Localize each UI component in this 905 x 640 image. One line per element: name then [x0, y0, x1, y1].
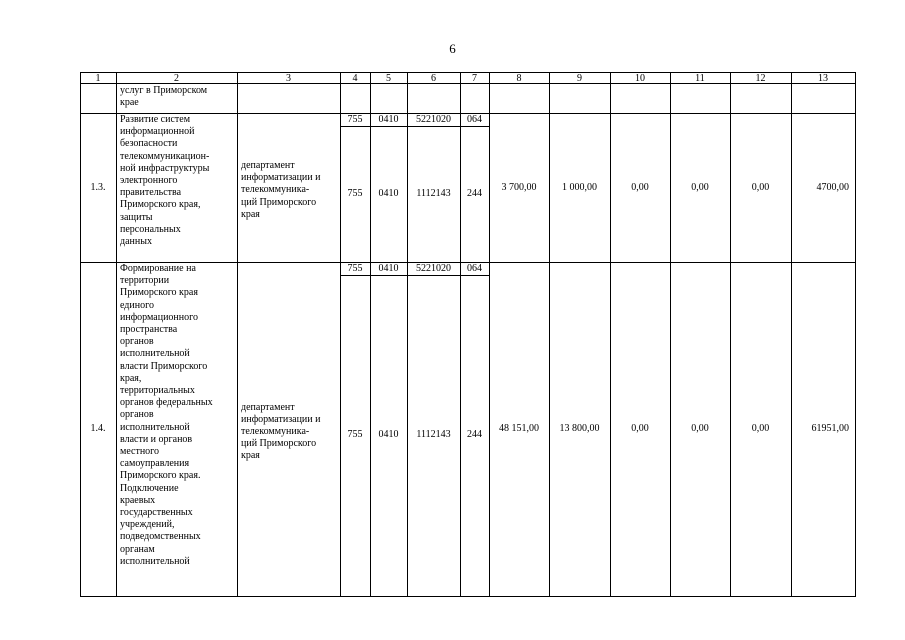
row-name-line: безопасности [120, 138, 178, 150]
code-cell: 244 [467, 187, 482, 199]
code-top-cell: 755 [347, 113, 363, 125]
code-top-cell: 064 [467, 262, 482, 274]
value-col-11: 0,00 [691, 423, 709, 434]
column-header-3: 3 [286, 72, 291, 84]
column-header-10: 10 [635, 72, 645, 84]
row-executor-line: ций Приморского [241, 196, 317, 208]
column-header-1: 1 [95, 72, 101, 84]
column-border [116, 72, 117, 597]
row-name-line: местного [120, 446, 160, 457]
row-name-line: власти и органов [120, 433, 193, 445]
row-name-line: Формирование на [120, 263, 196, 274]
row-name-line: исполнительной [120, 348, 190, 360]
code-top-cell: 064 [467, 113, 482, 125]
column-header-9: 9 [577, 72, 582, 84]
code-top-cell: 0410 [378, 262, 399, 274]
row-name-line: электронного [120, 175, 178, 186]
row-name-line: ной инфраструктуры [120, 162, 210, 174]
row-name-line: края, [120, 372, 142, 384]
column-header-4: 4 [352, 72, 358, 84]
row-executor-line: края [241, 450, 260, 462]
value-col-13: 4700,00 [816, 181, 849, 193]
row-executor-line: департамент [241, 160, 295, 171]
row-name-line: территориальных [120, 385, 195, 396]
code-cell: 755 [347, 429, 363, 440]
row-executor-line: ций Приморского [241, 438, 317, 450]
code-subrow-border [340, 126, 489, 127]
row-name-line: исполнительной [120, 555, 190, 567]
code-cell: 0410 [378, 187, 399, 199]
code-top-cell: 5221020 [416, 262, 451, 274]
column-header-12: 12 [755, 72, 766, 84]
row-name-line: телекоммуникацион- [120, 150, 210, 162]
row-name-line: подведомственных [120, 531, 201, 543]
row-name-line: единого [120, 299, 154, 311]
row-executor-line: телекоммуника- [241, 184, 310, 196]
row-name-line: защиты [120, 211, 153, 223]
column-header-6: 6 [431, 72, 436, 84]
code-top-cell: 5221020 [416, 113, 451, 125]
row-name-line: Приморского края, [120, 199, 201, 211]
row-name-line: власти Приморского [120, 360, 208, 372]
row-name-line: информационной [120, 126, 195, 138]
row-name-line: учреждений, [120, 519, 175, 531]
row-name-line: Приморского края [120, 287, 198, 299]
column-header-8: 8 [516, 72, 522, 84]
column-border [80, 72, 81, 597]
code-top-cell: 0410 [378, 113, 399, 125]
value-col-12: 0,00 [751, 423, 770, 434]
code-cell: 755 [347, 187, 363, 199]
column-border [370, 72, 371, 597]
code-top-cell: 755 [347, 262, 363, 274]
row-name-line: информационного [120, 311, 198, 323]
column-header-2: 2 [174, 72, 179, 84]
column-border [340, 72, 341, 597]
row-name-line: государственных [120, 507, 193, 518]
value-col-9: 1 000,00 [562, 181, 597, 193]
row-name-line: исполнительной [120, 421, 190, 433]
column-border [460, 72, 461, 597]
table-bottom-border [80, 596, 855, 597]
column-border [730, 72, 731, 597]
row-executor-line: информатизации и [241, 413, 321, 425]
row-name-line: услуг в Приморском [120, 85, 208, 96]
code-cell: 0410 [378, 429, 399, 440]
row-name-line: органам [120, 543, 155, 555]
code-subrow-border [340, 275, 489, 276]
column-border [237, 72, 238, 597]
code-cell: 1112143 [416, 429, 451, 440]
row-name-line: данных [120, 236, 152, 247]
column-border [670, 72, 671, 597]
row-name-line: персональных [120, 223, 181, 235]
column-header-13: 13 [818, 72, 828, 84]
row-executor-line: края [241, 208, 260, 220]
column-border [489, 72, 490, 597]
row-number: 1.3. [90, 181, 106, 193]
row-name-line: Развитие систем [120, 114, 191, 125]
value-col-8: 48 151,00 [499, 423, 539, 434]
row-executor-line: информатизации и [241, 172, 321, 184]
code-cell: 244 [467, 429, 482, 440]
row-number: 1.4. [90, 423, 106, 434]
row-name-line: Подключение [120, 482, 179, 494]
value-col-10: 0,00 [631, 423, 649, 434]
column-border [791, 72, 792, 597]
column-border [610, 72, 611, 597]
column-border [549, 72, 550, 597]
column-border [855, 72, 856, 597]
row-executor-line: телекоммуника- [241, 425, 310, 437]
value-col-10: 0,00 [631, 181, 649, 193]
row-name-line: правительства [120, 187, 182, 199]
row-name-line: органов [120, 409, 154, 421]
column-header-7: 7 [472, 72, 477, 84]
page-number: 6 [449, 41, 456, 56]
column-border [407, 72, 408, 597]
value-col-12: 0,00 [751, 181, 770, 193]
row-name-line: органов [120, 336, 154, 348]
value-col-8: 3 700,00 [501, 181, 537, 193]
row-executor-line: департамент [241, 401, 295, 413]
row-name-line: крае [120, 97, 139, 109]
row-name-line: органов федеральных [120, 397, 213, 409]
value-col-13: 61951,00 [811, 423, 849, 434]
row-name-line: пространства [120, 324, 178, 335]
value-col-11: 0,00 [691, 181, 709, 193]
code-cell: 1112143 [416, 187, 451, 199]
row-name-line: Приморского края. [120, 470, 201, 482]
value-col-9: 13 800,00 [559, 423, 600, 434]
row-name-line: самоуправления [120, 458, 190, 470]
column-header-11: 11 [695, 72, 705, 84]
row-name-line: территории [120, 275, 170, 287]
column-header-5: 5 [386, 72, 391, 84]
row-name-line: краевых [120, 494, 156, 506]
